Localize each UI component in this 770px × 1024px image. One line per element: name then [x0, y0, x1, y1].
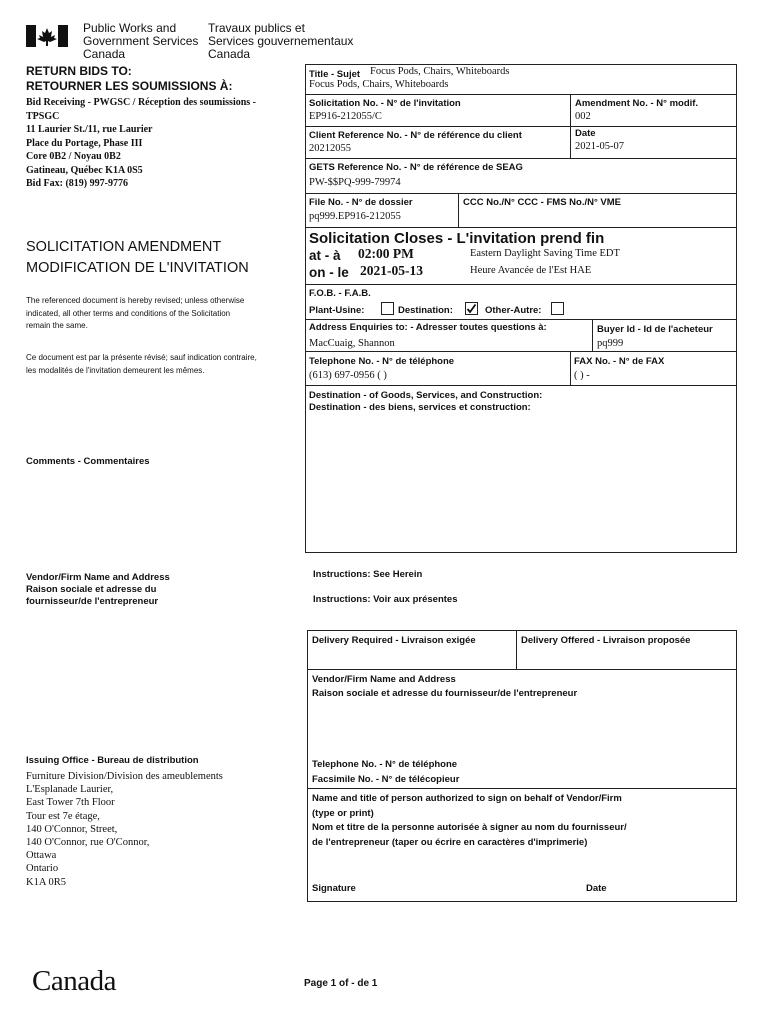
dept-en-line: Canada	[83, 47, 126, 61]
date-value: 2021-05-07	[575, 141, 624, 152]
title-value: Focus Pods, Chairs, Whiteboards	[370, 66, 510, 77]
dept-fr-line: Travaux publics et	[208, 21, 305, 35]
divider	[305, 227, 737, 228]
divider	[305, 351, 737, 352]
telephone-label: Telephone No. - N° de téléphone	[309, 356, 455, 367]
date-label: Date	[575, 128, 596, 139]
solicitation-label: Solicitation No. - N° de l'invitation	[309, 98, 461, 109]
signature-date-label: Date	[586, 883, 607, 894]
dept-fr-line: Services gouvernementaux	[208, 34, 354, 48]
text-line: remain the same.	[26, 321, 88, 330]
instructions-fr: Instructions: Voir aux présentes	[313, 594, 458, 605]
address-line: L'Esplanade Laurier,	[26, 784, 114, 796]
enquiries-label: Address Enquiries to: - Adresser toutes questions à:	[309, 322, 547, 333]
fob-label: F.O.B. - F.A.B.	[309, 288, 371, 299]
other-checkbox[interactable]	[551, 302, 564, 315]
text-line: Nom et titre de la personne autorisée à signer au nom du fournisseur/	[312, 822, 627, 833]
department-name-en	[83, 22, 198, 61]
address-line: Bid Fax: (819) 997-9776	[26, 178, 128, 189]
divider	[570, 94, 571, 158]
address-line: East Tower 7th Floor	[26, 797, 115, 809]
instructions-en: Instructions: See Herein	[313, 569, 423, 580]
divider	[570, 351, 571, 385]
title-label: Title - Sujet	[309, 69, 361, 80]
return-bids-title-fr: RETOURNER LES SOUMISSIONS À:	[26, 79, 233, 93]
vendor-telephone-label: Telephone No. - N° de téléphone	[312, 759, 458, 770]
address-line: Core 0B2 / Noyau 0B2	[26, 151, 121, 162]
address-line: Ontario	[26, 863, 59, 875]
address-line: 140 O'Connor, rue O'Connor,	[26, 837, 150, 849]
return-bids-title-en: RETURN BIDS TO:	[26, 64, 132, 78]
divider	[305, 319, 737, 320]
amendment-title-fr: MODIFICATION DE L'INVITATION	[26, 260, 249, 276]
destination-label-fr: Destination - des biens, services et construction:	[309, 402, 531, 413]
other-label: Other-Autre:	[485, 305, 542, 316]
destination-fob-label: Destination:	[398, 305, 453, 316]
amendment-label: Amendment No. - N° modif.	[575, 98, 699, 109]
solicitation-value: EP916-212055/C	[309, 111, 382, 122]
page-number: Page 1 of - de 1	[304, 978, 378, 989]
text-line: fournisseur/de l'entrepreneur	[26, 596, 159, 607]
delivery-required-label: Delivery Required - Livraison exigée	[312, 635, 476, 646]
comments-label: Comments - Commentaires	[26, 456, 150, 467]
dept-en-line: Government Services	[83, 34, 199, 48]
divider	[307, 788, 737, 789]
issuing-office-label: Issuing Office - Bureau de distribution	[26, 755, 199, 766]
destination-label-en: Destination - of Goods, Services, and Construction:	[309, 390, 543, 401]
amendment-title-en: SOLICITATION AMENDMENT	[26, 239, 222, 255]
text-line: Vendor/Firm Name and Address	[26, 572, 170, 583]
amendment-text-en	[26, 295, 244, 333]
divider	[305, 94, 737, 95]
file-value: pq999.EP916-212055	[309, 211, 401, 222]
amendment-title	[26, 237, 249, 279]
divider	[458, 193, 459, 227]
address-line: TPSGC	[26, 110, 60, 122]
vendor-left-label	[26, 572, 170, 608]
amendment-value: 002	[575, 111, 591, 122]
canada-wordmark: Canada	[32, 965, 116, 997]
title-value-2: Focus Pods, Chairs, Whiteboards	[309, 79, 449, 90]
ccc-label: CCC No./N° CCC - FMS No./N° VME	[463, 197, 622, 208]
vendor-name-label: Vendor/Firm Name and Address	[312, 674, 456, 685]
divider	[592, 319, 593, 351]
text-line: de l'entrepreneur (taper ou écrire en caractères d'imprimerie)	[312, 836, 588, 848]
divider	[305, 158, 737, 159]
address-line: 140 O'Connor, Street,	[26, 823, 118, 835]
address-line: Tour est 7e étage,	[26, 810, 100, 822]
address-line: 11 Laurier St./11, rue Laurier	[26, 124, 153, 135]
return-bids-title	[26, 64, 232, 94]
divider	[305, 126, 737, 127]
address-line: Bid Receiving - PWGSC / Réception des soumissions -	[26, 97, 257, 108]
enquiries-value: MacCuaig, Shannon	[309, 338, 395, 349]
timezone-fr: Heure Avancée de l'Est HAE	[470, 265, 592, 276]
text-line: Ce document est par la présente révisé; sauf indication contraire,	[26, 353, 257, 362]
telephone-value: (613) 697-0956 ( )	[309, 370, 387, 381]
on-value: 2021-05-13	[360, 263, 423, 278]
text-line: Name and title of person authorized to sign on behalf of Vendor/Firm	[312, 793, 622, 804]
gets-value: PW-$$PQ-999-79974	[309, 177, 401, 188]
authorized-person-label	[312, 792, 627, 850]
department-name-fr	[208, 22, 353, 61]
plant-label: Plant-Usine:	[309, 305, 365, 316]
timezone-en: Eastern Daylight Saving Time EDT	[470, 248, 620, 259]
issuing-office-address	[26, 770, 223, 889]
file-label: File No. - N° de dossier	[309, 197, 413, 208]
return-bids-address	[26, 96, 256, 191]
dept-en-line: Public Works and	[83, 21, 177, 35]
delivery-offered-label: Delivery Offered - Livraison proposée	[521, 635, 691, 646]
client-ref-label: Client Reference No. - N° de référence du client	[309, 130, 522, 141]
fax-value: ( ) -	[574, 370, 590, 381]
address-line: Furniture Division/Division des ameublements	[26, 771, 223, 782]
signature-label: Signature	[312, 883, 356, 894]
buyer-label: Buyer Id - Id de l'acheteur	[597, 324, 713, 335]
canada-flag-icon	[26, 25, 68, 47]
at-label: at - à	[309, 248, 341, 263]
dept-fr-line: Canada	[208, 47, 251, 61]
divider	[516, 630, 517, 669]
divider	[305, 284, 737, 285]
text-line: The referenced document is hereby revised; unless otherwise	[26, 296, 245, 305]
address-line: K1A 0R5	[26, 876, 66, 888]
vendor-name-label-fr: Raison sociale et adresse du fournisseur/de l'entrepreneur	[312, 688, 578, 699]
text-line: (type or print)	[312, 807, 374, 819]
text-line: les modalités de l'invitation demeurent les mêmes.	[26, 365, 205, 375]
fax-label: FAX No. - N° de FAX	[574, 356, 665, 367]
address-line: Ottawa	[26, 850, 57, 862]
text-line: Raison sociale et adresse du	[26, 584, 157, 595]
divider	[305, 193, 737, 194]
divider	[305, 385, 737, 386]
plant-checkbox[interactable]	[381, 302, 394, 315]
address-line: Place du Portage, Phase III	[26, 137, 143, 149]
buyer-value: pq999	[597, 338, 624, 349]
checkmark-icon	[466, 303, 477, 314]
gets-label: GETS Reference No. - N° de référence de SEAG	[309, 162, 523, 173]
on-label: on - le	[309, 265, 349, 280]
at-value: 02:00 PM	[358, 246, 414, 261]
destination-checkbox[interactable]	[465, 302, 478, 315]
text-line: indicated, all other terms and conditions of the Solicitation	[26, 308, 231, 318]
amendment-text-fr	[26, 352, 257, 377]
vendor-fax-label: Facsimile No. - N° de télécopieur	[312, 774, 460, 785]
closes-title: Solicitation Closes - L'invitation prend fin	[309, 230, 605, 247]
address-line: Gatineau, Québec K1A 0S5	[26, 164, 143, 176]
divider	[307, 669, 737, 670]
client-ref-value: 20212055	[309, 143, 351, 154]
